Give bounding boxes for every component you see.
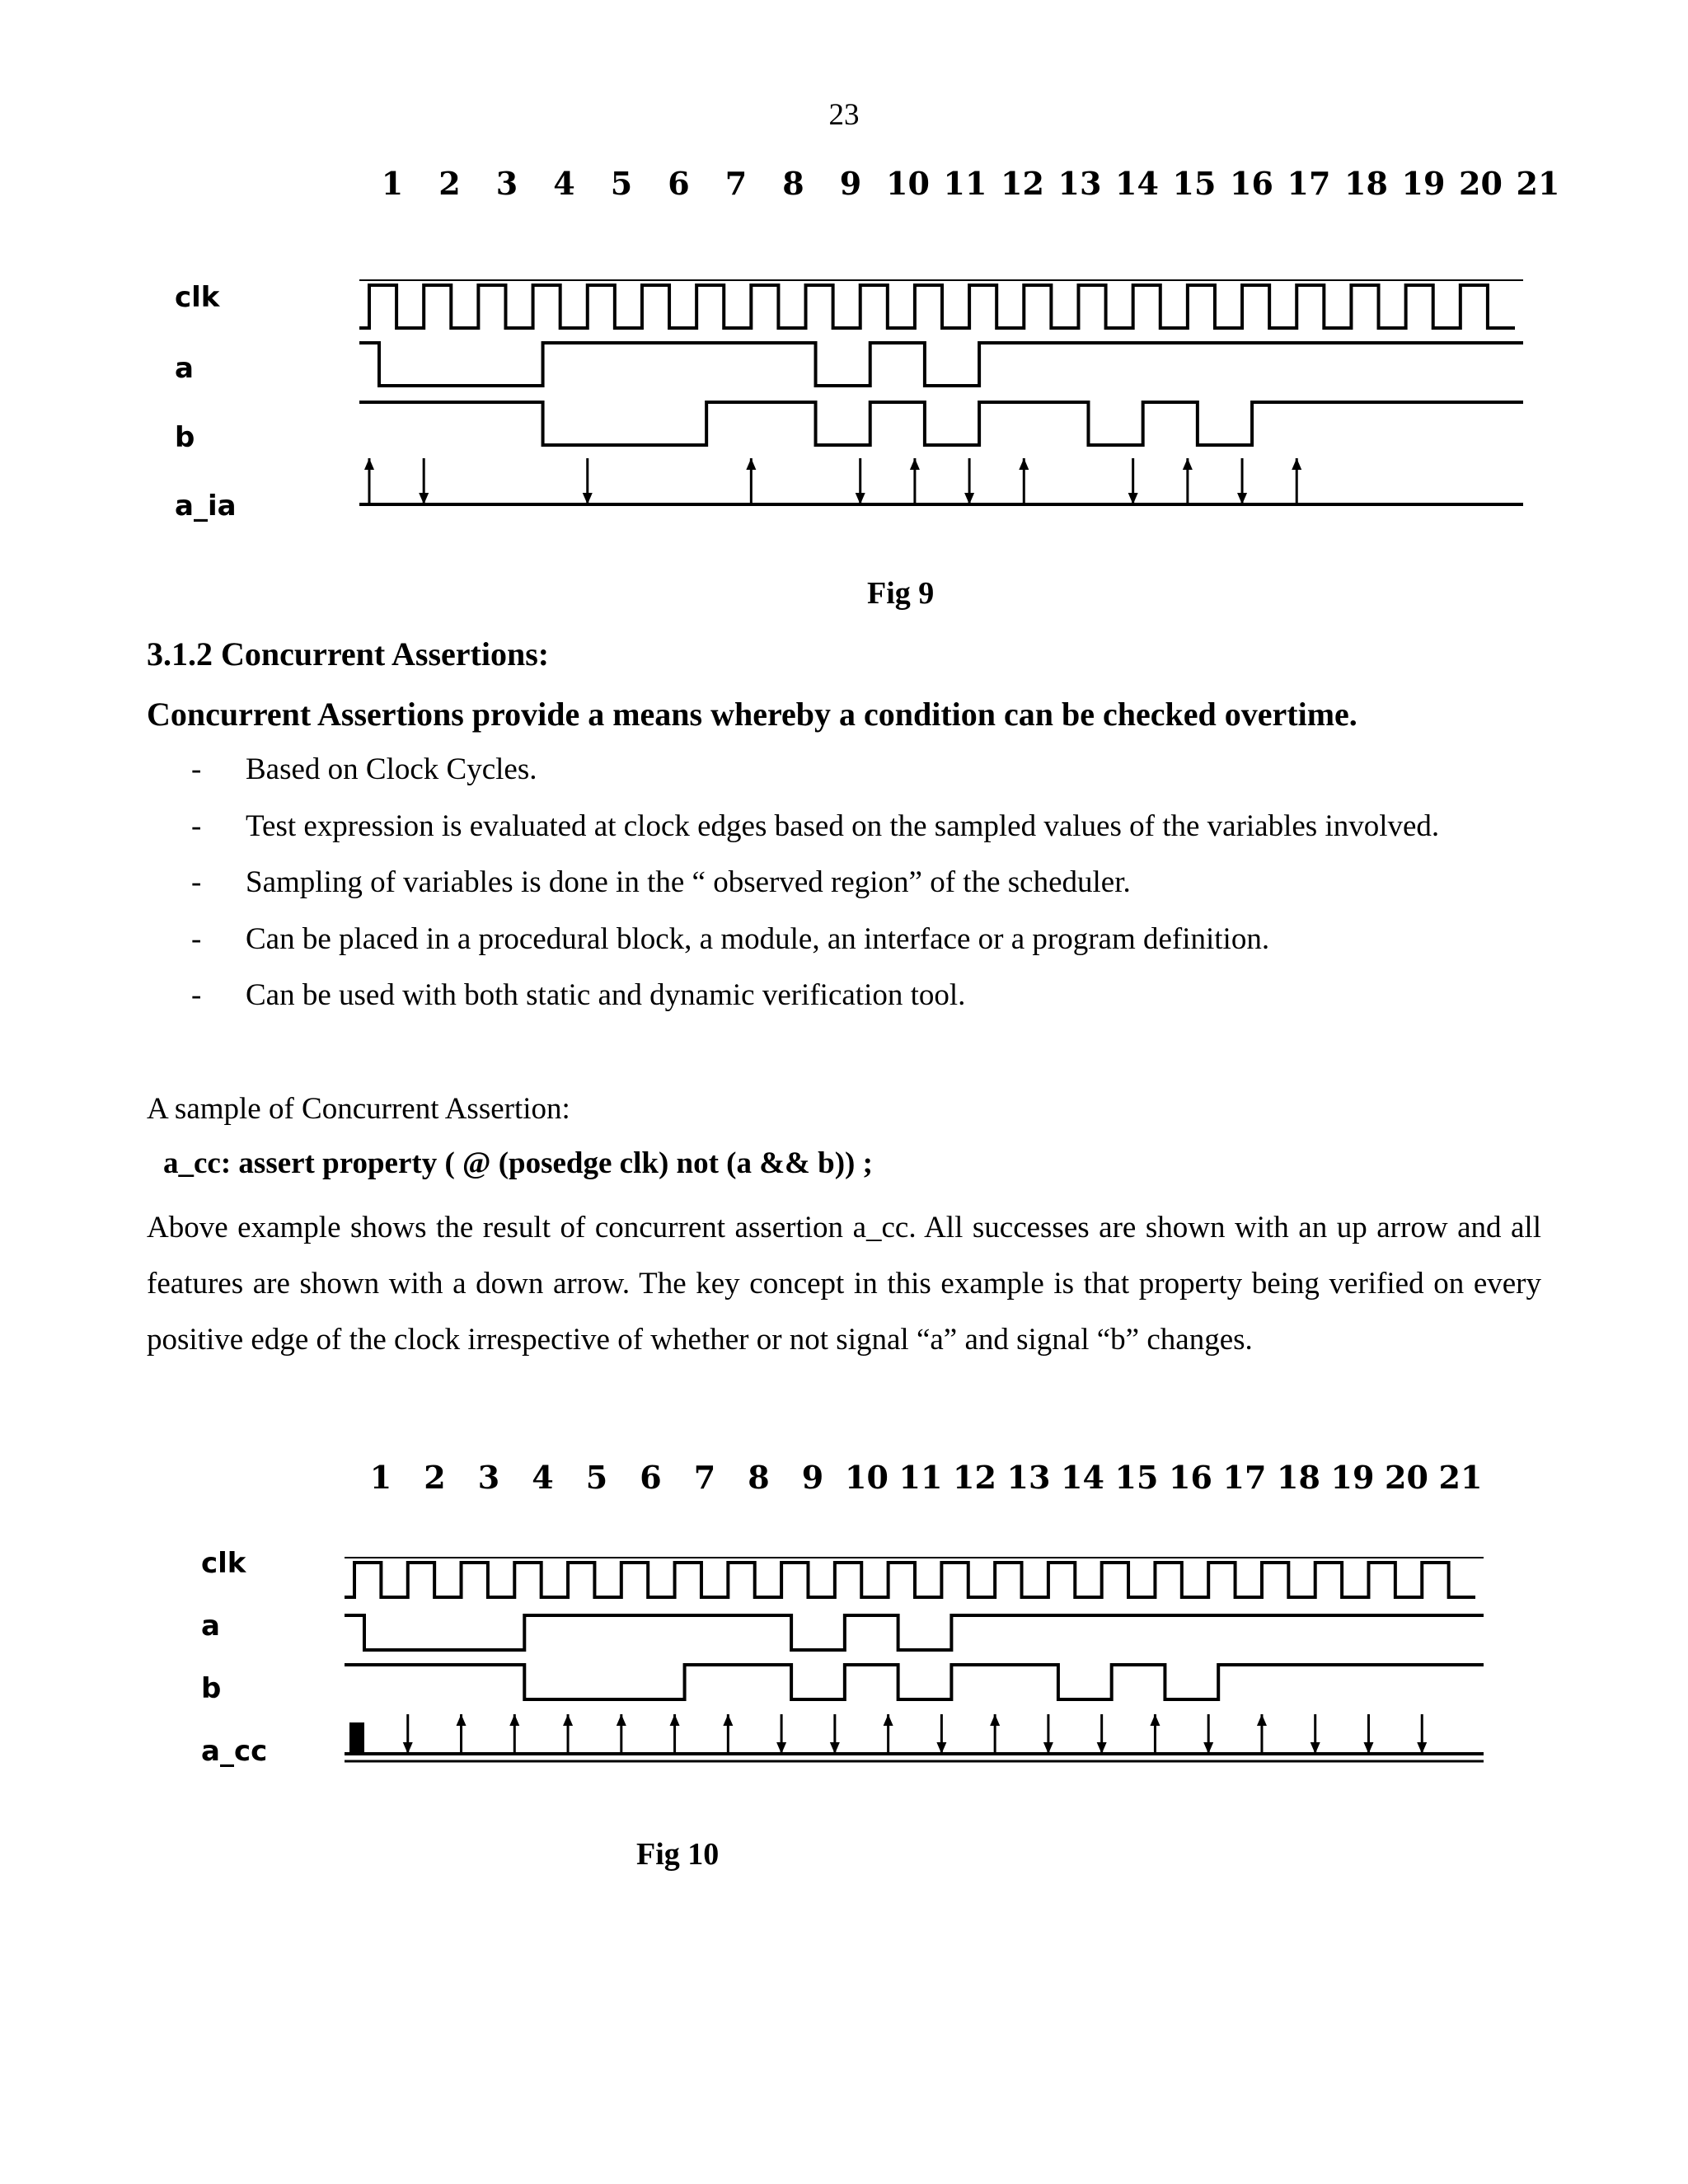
cycle-number-label: 9 bbox=[801, 1459, 824, 1496]
success-arrow bbox=[990, 1714, 1000, 1726]
cycle-number-label: 3 bbox=[495, 165, 518, 202]
cycle-number-label: 20 bbox=[1459, 165, 1503, 202]
clk-waveform bbox=[359, 285, 1515, 328]
cycle-number-label: 14 bbox=[1061, 1459, 1104, 1496]
bullet-text: Based on Clock Cycles. bbox=[246, 752, 537, 786]
cycle-number-label: 4 bbox=[553, 165, 575, 202]
success-arrow bbox=[1019, 458, 1029, 470]
cycle-number-label: 8 bbox=[748, 1459, 770, 1496]
bullet-item: - Sampling of variables is done in the “ observed region” of the scheduler. bbox=[191, 865, 1131, 899]
cycle-number-label: 19 bbox=[1401, 165, 1446, 202]
success-arrow bbox=[670, 1714, 680, 1726]
cycle-number-label: 6 bbox=[668, 165, 690, 202]
cycle-number-label: 7 bbox=[724, 165, 748, 202]
cycle-number-label: 2 bbox=[424, 1459, 446, 1496]
signal-label-clk: clk bbox=[201, 1547, 246, 1580]
success-arrow bbox=[1292, 458, 1301, 470]
bullet-text: Test expression is evaluated at clock edges based on the sampled values of the variables involved. bbox=[246, 808, 1440, 843]
failure-arrow bbox=[1363, 1742, 1373, 1754]
signal-label-b: b bbox=[175, 421, 195, 454]
cycle-number-label: 16 bbox=[1169, 1459, 1212, 1496]
failure-arrow bbox=[1417, 1742, 1427, 1754]
cycle-number-label: 5 bbox=[585, 1459, 608, 1496]
start-marker bbox=[349, 1722, 364, 1754]
bullet-item: - Can be placed in a procedural block, a module, an interface or a program definition. bbox=[191, 921, 1270, 956]
failure-arrow bbox=[830, 1742, 840, 1754]
bullet-text: Can be used with both static and dynamic verification tool. bbox=[246, 978, 966, 1012]
fig9-timing-diagram bbox=[0, 148, 1688, 536]
cycle-number-label: 15 bbox=[1172, 165, 1217, 202]
cycle-number-label: 6 bbox=[640, 1459, 662, 1496]
failure-arrow bbox=[1128, 493, 1138, 504]
fig10-timing-diagram bbox=[0, 1451, 1688, 1797]
failure-arrow bbox=[1043, 1742, 1053, 1754]
signal-a-waveform bbox=[345, 1615, 1484, 1650]
success-arrow bbox=[364, 458, 374, 470]
cycle-number-label: 19 bbox=[1330, 1459, 1375, 1496]
failure-arrow bbox=[1237, 493, 1247, 504]
signal-label-b: b bbox=[201, 1672, 222, 1705]
cycle-number-label: 16 bbox=[1230, 165, 1273, 202]
cycle-number-label: 1 bbox=[369, 1459, 392, 1496]
bullet-text: Can be placed in a procedural block, a module, an interface or a program definition. bbox=[246, 921, 1270, 956]
failure-arrow bbox=[1097, 1742, 1107, 1754]
bullet-item: - Can be used with both static and dynamic verification tool. bbox=[191, 978, 966, 1012]
cycle-number-label: 9 bbox=[839, 165, 862, 202]
cycle-number-label: 18 bbox=[1277, 1459, 1320, 1496]
code-line: a_cc: assert property ( @ (posedge clk) not (a && b)) ; bbox=[163, 1146, 873, 1180]
success-arrow bbox=[509, 1714, 519, 1726]
success-arrow bbox=[1183, 458, 1193, 470]
failure-arrow bbox=[403, 1742, 413, 1754]
cycle-number-label: 10 bbox=[886, 165, 930, 202]
sample-intro: A sample of Concurrent Assertion: bbox=[147, 1092, 570, 1126]
failure-arrow bbox=[1203, 1742, 1213, 1754]
cycle-number-label: 17 bbox=[1222, 1459, 1267, 1496]
signal-label-a: a bbox=[201, 1610, 220, 1643]
failure-arrow bbox=[1311, 1742, 1320, 1754]
success-arrow bbox=[884, 1714, 893, 1726]
cycle-number-label: 15 bbox=[1114, 1459, 1159, 1496]
cycle-number-label: 13 bbox=[1006, 1459, 1051, 1496]
fig10-caption: Fig 10 bbox=[636, 1837, 720, 1872]
cycle-number-label: 11 bbox=[898, 1459, 943, 1496]
section-subheading: Concurrent Assertions provide a means whereby a condition can be checked overtime. bbox=[147, 696, 1357, 733]
cycle-number-label: 13 bbox=[1057, 165, 1102, 202]
cycle-number-label: 5 bbox=[610, 165, 633, 202]
success-arrow bbox=[457, 1714, 467, 1726]
signal-label-a: a bbox=[175, 352, 194, 385]
cycle-number-label: 11 bbox=[943, 165, 987, 202]
clk-waveform bbox=[345, 1563, 1475, 1597]
signal-label-clk: clk bbox=[175, 281, 220, 314]
signal-label-a-cc: a_cc bbox=[201, 1735, 268, 1768]
signal-a-waveform bbox=[359, 343, 1523, 386]
page-number: 23 bbox=[828, 98, 860, 132]
success-arrow bbox=[617, 1714, 626, 1726]
success-arrow bbox=[1150, 1714, 1160, 1726]
failure-arrow bbox=[776, 1742, 786, 1754]
cycle-number-label: 21 bbox=[1516, 165, 1560, 202]
cycle-number-label: 12 bbox=[1001, 165, 1044, 202]
cycle-number-label: 21 bbox=[1438, 1459, 1483, 1496]
success-arrow bbox=[1257, 1714, 1267, 1726]
bullet-list bbox=[191, 750, 1439, 1033]
cycle-number-label: 12 bbox=[953, 1459, 996, 1496]
failure-arrow bbox=[419, 493, 429, 504]
cycle-number-label: 4 bbox=[532, 1459, 554, 1496]
cycle-number-label: 8 bbox=[782, 165, 804, 202]
cycle-number-label: 3 bbox=[477, 1459, 500, 1496]
failure-arrow bbox=[964, 493, 974, 504]
body-paragraph: Above example shows the result of concurrent assertion a_cc. All successes are shown with an up arrow and all features are shown with a down arrow. The key concept in this example is that property being verified on every positive edge of the clock irrespective of whether or not signal “a” and signal “b” changes. bbox=[147, 1211, 1541, 1357]
cycle-number-label: 14 bbox=[1115, 165, 1159, 202]
section-heading: 3.1.2 Concurrent Assertions: bbox=[147, 635, 550, 673]
cycle-number-label: 17 bbox=[1287, 165, 1331, 202]
success-arrow bbox=[723, 1714, 733, 1726]
cycle-number-label: 18 bbox=[1344, 165, 1388, 202]
bullet-text: Sampling of variables is done in the “ observed region” of the scheduler. bbox=[246, 865, 1131, 899]
signal-label-a-ia: a_ia bbox=[175, 490, 237, 523]
success-arrow bbox=[746, 458, 756, 470]
failure-arrow bbox=[936, 1742, 946, 1754]
failure-arrow bbox=[583, 493, 593, 504]
signal-b-waveform bbox=[359, 402, 1523, 445]
failure-arrow bbox=[856, 493, 865, 504]
success-arrow bbox=[563, 1714, 573, 1726]
cycle-number-label: 2 bbox=[438, 165, 461, 202]
signal-b-waveform bbox=[345, 1665, 1484, 1699]
success-arrow bbox=[910, 458, 920, 470]
fig9-caption: Fig 9 bbox=[867, 576, 935, 611]
cycle-number-label: 7 bbox=[693, 1459, 716, 1496]
bullet-item: - Based on Clock Cycles. bbox=[191, 752, 537, 786]
bullet-item: - Test expression is evaluated at clock edges based on the sampled values of the variables involved. bbox=[191, 808, 1440, 843]
cycle-number-label: 1 bbox=[381, 165, 404, 202]
cycle-number-label: 10 bbox=[845, 1459, 889, 1496]
cycle-number-label: 20 bbox=[1385, 1459, 1428, 1496]
